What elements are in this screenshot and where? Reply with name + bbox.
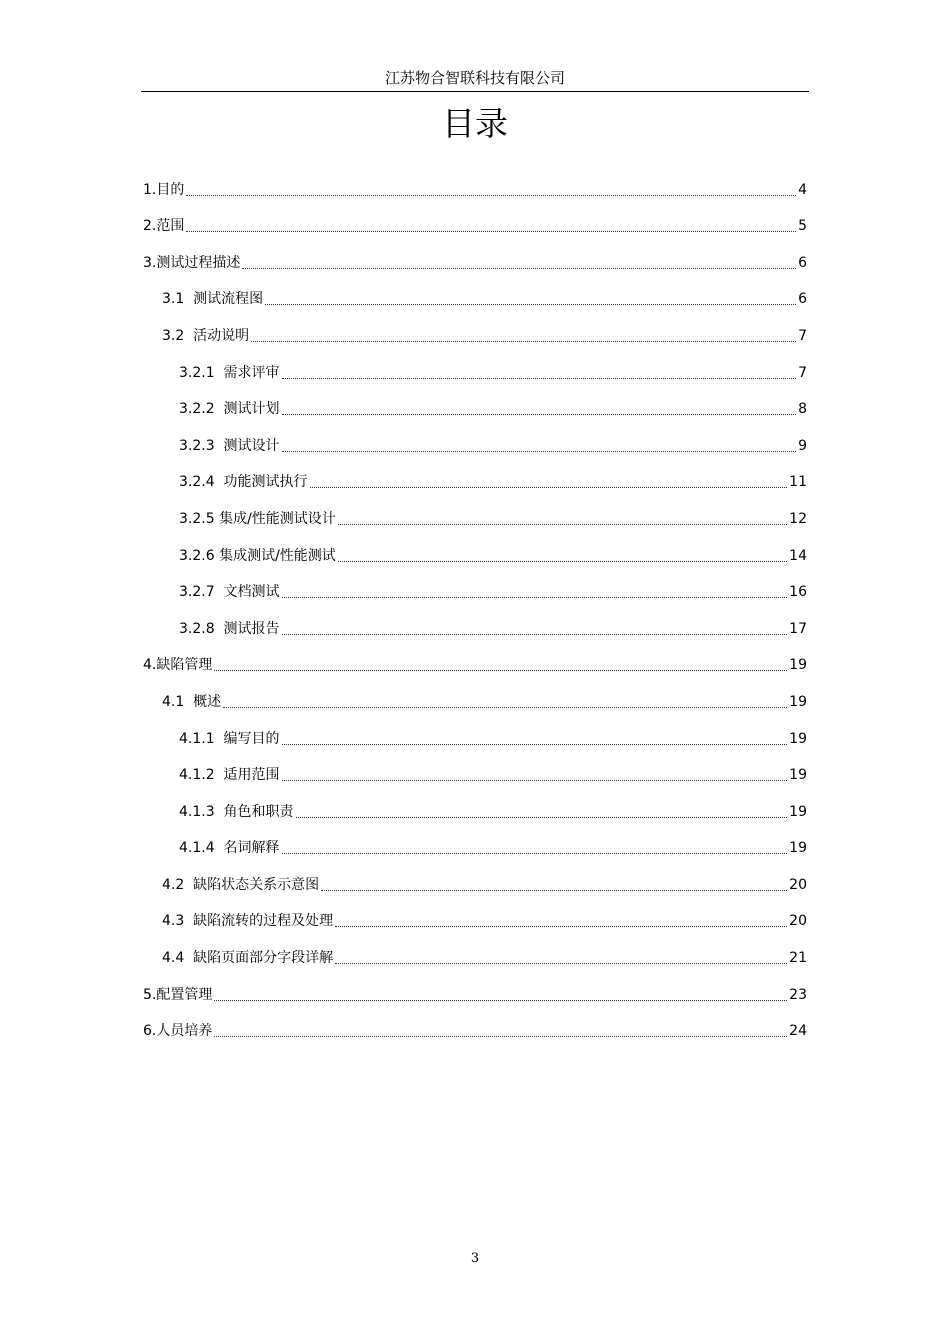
- toc-entry-page: 23: [789, 986, 807, 1003]
- toc-entry-label: 3.2.6 集成测试/性能测试: [179, 547, 336, 564]
- toc-entry[interactable]: [143, 239, 807, 276]
- toc-entry-page: 5: [798, 218, 807, 235]
- toc-dot-leader: [282, 451, 797, 452]
- toc-entry-page: 19: [789, 657, 807, 674]
- toc-dot-leader: [335, 963, 787, 964]
- toc-entry-page: 19: [789, 730, 807, 747]
- toc-entry[interactable]: [143, 788, 807, 825]
- toc-entry-page: 7: [798, 364, 807, 381]
- toc-entry-page: 16: [789, 584, 807, 601]
- toc-dot-leader: [186, 231, 796, 232]
- toc-entry[interactable]: [143, 1008, 807, 1045]
- toc-dot-leader: [282, 744, 788, 745]
- toc-dot-leader: [265, 304, 796, 305]
- toc-entry-page: 11: [789, 474, 807, 491]
- toc-entry-label: 3.测试过程描述: [143, 254, 241, 271]
- toc-entry-label: 4.1.2 适用范围: [179, 767, 280, 784]
- toc-entry[interactable]: [143, 166, 807, 203]
- toc-dot-leader: [321, 890, 787, 891]
- toc-entry-page: 21: [789, 950, 807, 967]
- toc-entry-page: 19: [789, 803, 807, 820]
- toc-entry-label: 4.缺陷管理: [143, 657, 213, 674]
- page-header: 江苏物合智联科技有限公司: [384, 69, 565, 87]
- toc-dot-leader: [214, 1000, 787, 1001]
- toc-entry-label: 4.1.4 名词解释: [179, 840, 280, 857]
- toc-entry-label: 4.1 概述: [162, 693, 222, 710]
- toc-entry-page: 17: [789, 620, 807, 637]
- toc-entry[interactable]: [143, 715, 807, 752]
- toc-entry[interactable]: [143, 752, 807, 789]
- toc-entry-page: 20: [789, 876, 807, 893]
- toc-dot-leader: [335, 926, 787, 927]
- toc-entry-label: 2.范围: [143, 218, 185, 235]
- toc-entry[interactable]: [143, 934, 807, 971]
- toc-dot-leader: [282, 634, 788, 635]
- toc-entry[interactable]: [143, 349, 807, 386]
- toc-entry-label: 3.1 测试流程图: [162, 291, 264, 308]
- toc-dot-leader: [338, 561, 787, 562]
- toc-entry-label: 4.2 缺陷状态关系示意图: [162, 876, 320, 893]
- toc-entry-label: 1.目的: [143, 181, 185, 198]
- toc-entry[interactable]: [143, 312, 807, 349]
- toc-entry-label: 4.1.3 角色和职责: [179, 803, 294, 820]
- toc-dot-leader: [282, 378, 797, 379]
- toc-entry[interactable]: [143, 386, 807, 423]
- toc-title: 目录: [442, 104, 508, 143]
- toc-entry-label: 3.2.5 集成/性能测试设计: [179, 510, 336, 527]
- toc-entry[interactable]: [143, 898, 807, 935]
- header-divider: [141, 91, 809, 92]
- toc-entry-page: 19: [789, 767, 807, 784]
- toc-entry[interactable]: [143, 971, 807, 1008]
- toc-entry-page: 9: [798, 437, 807, 454]
- toc-dot-leader: [242, 268, 796, 269]
- toc-dot-leader: [186, 195, 796, 196]
- page-number: 3: [470, 1251, 480, 1266]
- toc-entry[interactable]: [143, 459, 807, 496]
- toc-entry-page: 20: [789, 913, 807, 930]
- toc-entry-label: 3.2.8 测试报告: [179, 620, 280, 637]
- toc-dot-leader: [214, 1036, 787, 1037]
- toc-entry-page: 24: [789, 1023, 807, 1040]
- toc-entry-page: 19: [789, 693, 807, 710]
- toc-dot-leader: [310, 487, 788, 488]
- toc-dot-leader: [223, 707, 787, 708]
- toc-entry-label: 5.配置管理: [143, 986, 213, 1003]
- toc-entry[interactable]: [143, 422, 807, 459]
- toc-entry-page: 6: [798, 291, 807, 308]
- toc-entry[interactable]: [143, 642, 807, 679]
- toc-entry-label: 3.2.2 测试计划: [179, 401, 280, 418]
- toc-dot-leader: [282, 414, 797, 415]
- toc-dot-leader: [282, 780, 788, 781]
- toc-entry-label: 3.2.3 测试设计: [179, 437, 280, 454]
- toc-entry[interactable]: [143, 825, 807, 862]
- toc-dot-leader: [251, 341, 796, 342]
- toc-entry-page: 6: [798, 254, 807, 271]
- toc-entry[interactable]: [143, 276, 807, 313]
- toc-entry-page: 8: [798, 401, 807, 418]
- toc-entry-label: 3.2.4 功能测试执行: [179, 474, 308, 491]
- toc-entry-label: 3.2.1 需求评审: [179, 364, 280, 381]
- toc-dot-leader: [282, 597, 788, 598]
- toc-entry-label: 4.4 缺陷页面部分字段详解: [162, 950, 334, 967]
- toc-entry-label: 6.人员培养: [143, 1023, 213, 1040]
- toc-entry-label: 4.1.1 编写目的: [179, 730, 280, 747]
- toc-dot-leader: [282, 853, 788, 854]
- toc-entry[interactable]: [143, 569, 807, 606]
- toc-entry-label: 3.2.7 文档测试: [179, 584, 280, 601]
- toc-dot-leader: [296, 817, 788, 818]
- toc-entry-label: 4.3 缺陷流转的过程及处理: [162, 913, 334, 930]
- table-of-contents: [143, 166, 807, 1044]
- toc-entry[interactable]: [143, 495, 807, 532]
- toc-entry[interactable]: [143, 203, 807, 240]
- toc-entry-page: 4: [798, 181, 807, 198]
- toc-entry[interactable]: [143, 605, 807, 642]
- toc-entry[interactable]: [143, 861, 807, 898]
- toc-dot-leader: [214, 670, 787, 671]
- toc-entry[interactable]: [143, 678, 807, 715]
- toc-entry-page: 19: [789, 840, 807, 857]
- toc-entry[interactable]: [143, 532, 807, 569]
- toc-entry-label: 3.2 活动说明: [162, 327, 250, 344]
- toc-entry-page: 14: [789, 547, 807, 564]
- toc-entry-page: 12: [789, 510, 807, 527]
- toc-entry-page: 7: [798, 327, 807, 344]
- toc-dot-leader: [338, 524, 787, 525]
